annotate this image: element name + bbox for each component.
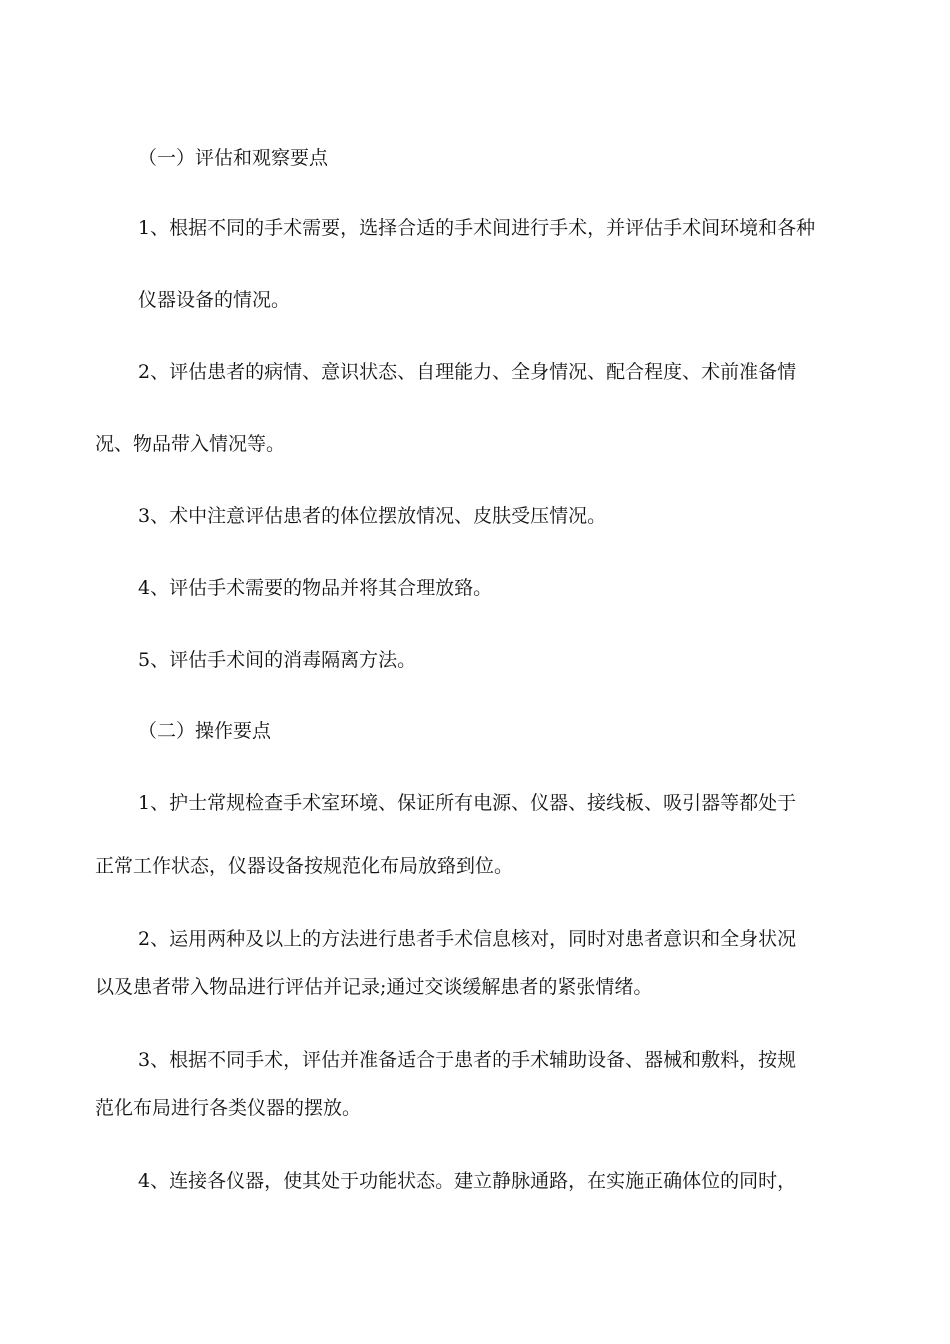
operation-item-2-line-2: 以及患者带入物品进行评估并记录;通过交谈缓解患者的紧张情绪。 [95, 976, 653, 998]
section-heading-assessment: （一）评估和观察要点 [138, 147, 329, 169]
operation-item-2-line-1: 2、运用两种及以上的方法进行患者手术信息核对，同时对患者意识和全身状况 [138, 928, 797, 950]
assessment-item-5: 5、评估手术间的消毒隔离方法。 [138, 649, 417, 671]
operation-item-3-line-1: 3、根据不同手术，评估并准备适合于患者的手术辅助设备、器械和敷料，按规 [138, 1049, 797, 1071]
operation-item-4-line-1: 4、连接各仪器，使其处于功能状态。建立静脉通路，在实施正确体位的同时， [138, 1170, 797, 1192]
section-heading-operation: （二）操作要点 [138, 720, 272, 742]
operation-item-1-line-2: 正常工作状态，仪器设备按规范化布局放臵到位。 [95, 855, 514, 877]
assessment-item-1-line-1: 1、根据不同的手术需要，选择合适的手术间进行手术，并评估手术间环境和各种 [138, 217, 816, 239]
assessment-item-3: 3、术中注意评估患者的体位摆放情况、皮肤受压情况。 [138, 505, 607, 527]
assessment-item-4: 4、评估手术需要的物品并将其合理放臵。 [138, 577, 493, 599]
operation-item-3-line-2: 范化布局进行各类仪器的摆放。 [95, 1097, 362, 1119]
operation-item-1-line-1: 1、护士常规检查手术室环境、保证所有电源、仪器、接线板、吸引器等都处于 [138, 792, 797, 814]
assessment-item-1-line-2: 仪器设备的情况。 [138, 289, 291, 311]
assessment-item-2-line-1: 2、评估患者的病情、意识状态、自理能力、全身情况、配合程度、术前准备情 [138, 361, 797, 383]
assessment-item-2-line-2: 况、物品带入情况等。 [95, 433, 286, 455]
